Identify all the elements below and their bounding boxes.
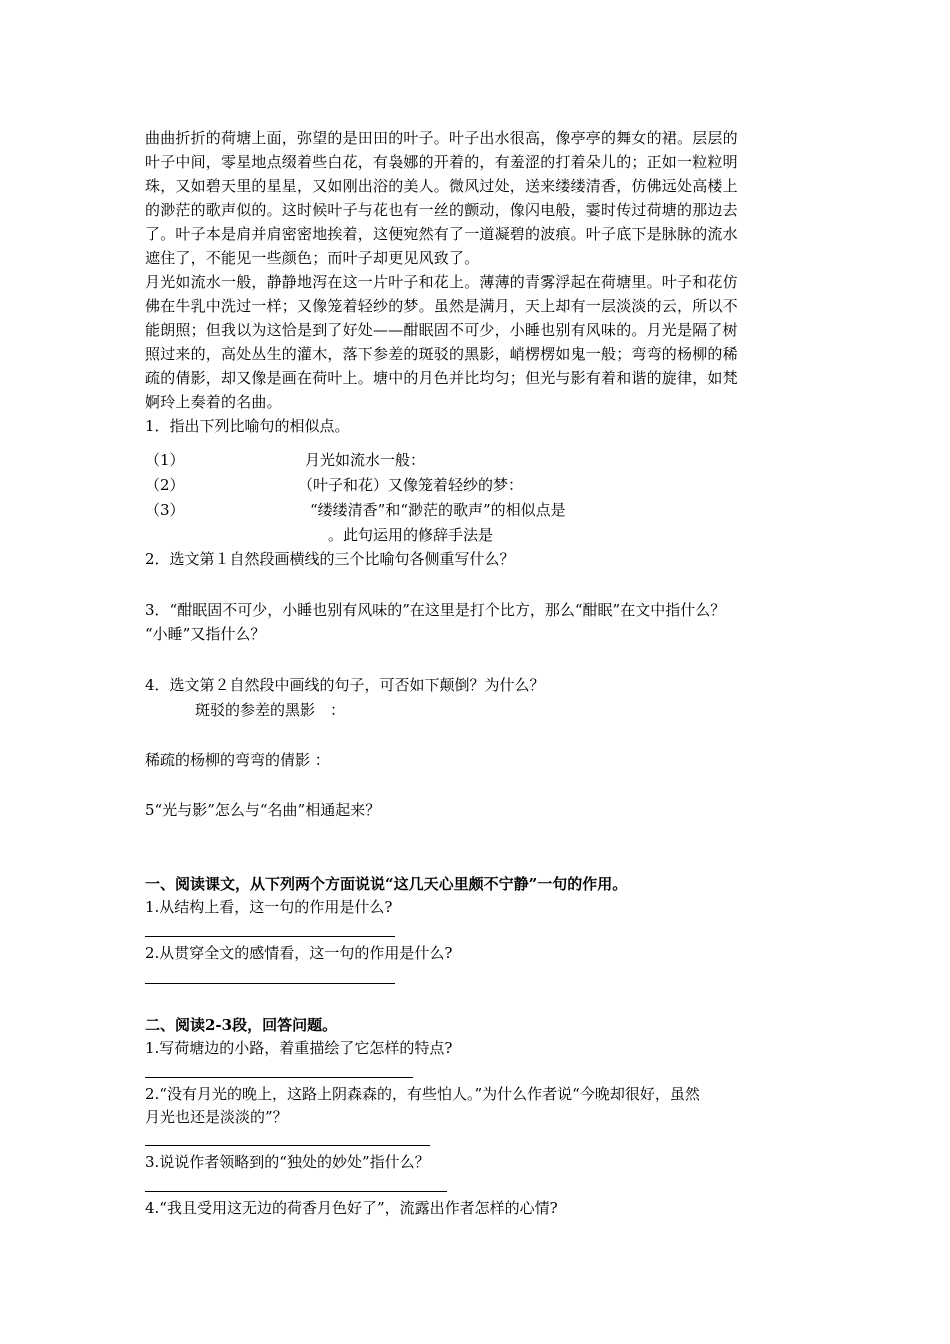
answer-line [145, 936, 395, 937]
passage-para1-line: 的渺茫的歌声似的。这时候叶子与花也有一丝的颤动，像闪电般，霎时传过荷塘的那边去 [145, 201, 738, 219]
question-4: 4．选文第２自然段中画线的句子，可否如下颠倒？为什么？ [145, 676, 545, 694]
answer-line [145, 1191, 447, 1192]
passage-para1-line: 曲曲折折的荷塘上面，弥望的是田田的叶子。叶子出水很高，像亭亭的舞女的裙。层层的 [145, 129, 738, 147]
passage-para1-line: 珠，又如碧天里的星星，又如刚出浴的美人。微风过处，送来缕缕清香，仿佛远处高楼上 [145, 177, 738, 195]
passage-para1-line: 遮住了，不能见一些颜色；而叶子却更见风致了。 [145, 249, 480, 267]
passage-para2-line: 疏的倩影，却又像是画在荷叶上。塘中的月色并比均匀；但光与影有着和谐的旋律，如梵 [145, 369, 738, 387]
passage-para2-line: 月光如流水一般，静静地泻在这一片叶子和花上。薄薄的青雾浮起在荷塘里。叶子和花仿 [145, 273, 738, 291]
section-2-question-2-line: 2.“没有月光的晚上，这路上阴森森的，有些怕人。”为什么作者说“今晚却很好，虽然 [145, 1085, 700, 1103]
question-3-line: “小睡”又指什么？ [145, 625, 266, 643]
section-2-question-1: 1.写荷塘边的小路，着重描绘了它怎样的特点? [145, 1039, 453, 1057]
question-4-option-b: 稀疏的杨柳的弯弯的倩影 ： [145, 751, 330, 769]
question-4-option-a: 斑驳的参差的黑影 ： [195, 701, 346, 719]
question-1-item-num: （1） [145, 451, 185, 469]
question-1-tail: 。此句运用的修辞手法是 [328, 526, 494, 544]
passage-para1-line: 叶子中间，零星地点缀着些白花，有袅娜的开着的，有羞涩的打着朵儿的；正如一粒粒明 [145, 153, 738, 171]
question-1-item-num: （2） [145, 476, 185, 494]
passage-para2-line: 佛在牛乳中洗过一样；又像笼着轻纱的梦。虽然是满月，天上却有一层淡淡的云，所以不 [145, 297, 738, 315]
passage-para2-line: 能朗照；但我以为这恰是到了好处——酣眠固不可少，小睡也别有风味的。月光是隔了树 [145, 321, 738, 339]
section-2-question-4: 4.“我且受用这无边的荷香月色好了”，流露出作者怎样的心情? [145, 1199, 558, 1217]
section-2-heading: 二、阅读2-3段，回答问题。 [145, 1016, 338, 1034]
question-2: 2．选文第１自然段画横线的三个比喻句各侧重写什么？ [145, 550, 515, 568]
question-3-line: 3．“酣眠固不可少，小睡也别有风味的”在这里是打个比方，那么“酣眠”在文中指什么？ [145, 601, 726, 619]
passage-para2-line: 照过来的，高处丛生的灌木，落下参差的斑驳的黑影，峭楞楞如鬼一般；弯弯的杨柳的稀 [145, 345, 738, 363]
question-1: 1．指出下列比喻句的相似点。 [145, 417, 350, 435]
passage-para1-line: 了。叶子本是肩并肩密密地挨着，这便宛然有了一道凝碧的波痕。叶子底下是脉脉的流水 [145, 225, 738, 243]
section-1-question-1: 1.从结构上看，这一句的作用是什么? [145, 898, 393, 916]
question-1-item-text: （叶子和花）又像笼着轻纱的梦： [298, 476, 524, 494]
section-2-question-3: 3.说说作者领略到的“独处的妙处”指什么？ [145, 1153, 430, 1171]
section-1-heading: 一、阅读课文，从下列两个方面说说“这几天心里颇不宁静”一句的作用。 [145, 875, 628, 893]
passage-para2-line: 婀玲上奏着的名曲。 [145, 393, 282, 411]
section-2-question-2-line: 月光也还是淡淡的”？ [145, 1108, 288, 1126]
question-1-item-text: 月光如流水一般： [305, 451, 426, 469]
section-1-question-2: 2.从贯穿全文的感情看，这一句的作用是什么? [145, 944, 453, 962]
answer-line [145, 1077, 413, 1078]
question-5: 5“光与影”怎么与“名曲”相通起来？ [145, 801, 381, 819]
answer-line [145, 983, 395, 984]
question-1-item-text: “缕缕清香”和“渺茫的歌声”的相似点是 [310, 501, 566, 519]
answer-line [145, 1145, 430, 1146]
question-1-item-num: （3） [145, 501, 185, 519]
